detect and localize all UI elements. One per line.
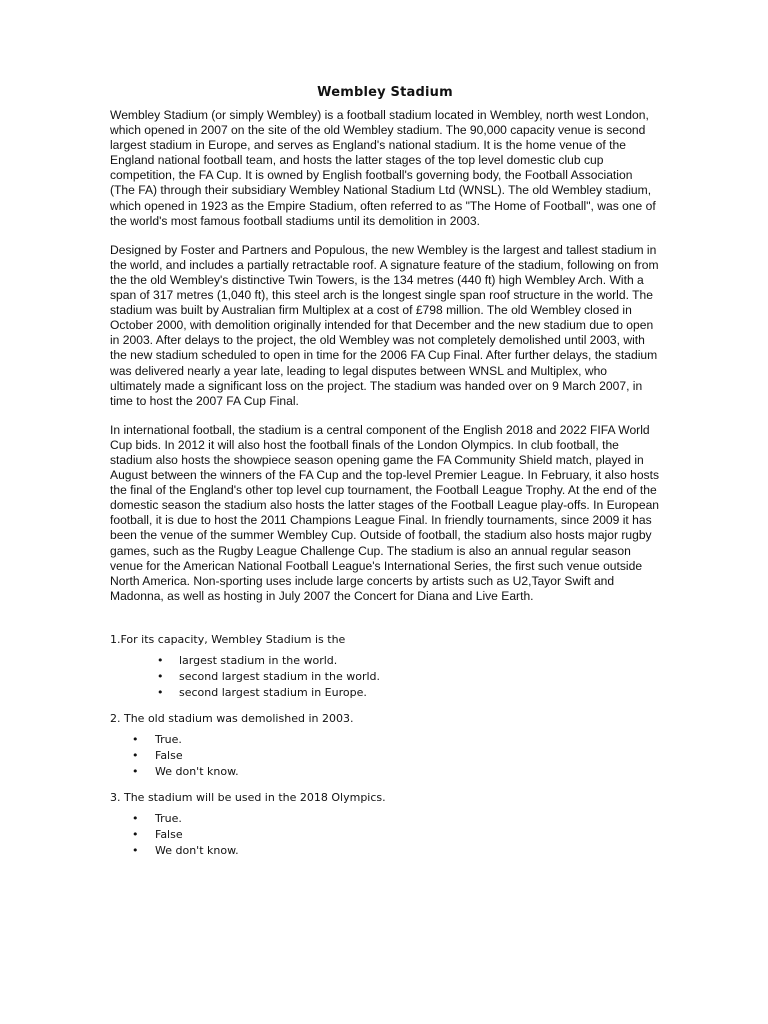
option-item [110,653,660,669]
bullet-icon: • [157,685,164,699]
option-item [110,764,660,780]
question-3: 3. The stadium will be used in the 2018 Olympics. [110,790,386,804]
option-text: False [155,748,183,762]
question-3-options [110,811,660,859]
question-1-options [110,653,660,701]
option-text: largest stadium in the world. [179,653,338,667]
option-item [110,843,660,859]
question-1: 1.For its capacity, Wembley Stadium is the [110,632,346,646]
bullet-icon: • [132,748,139,762]
bullet-icon: • [132,827,139,841]
bullet-icon: • [132,811,139,825]
option-text: True. [155,732,182,746]
option-item [110,748,660,764]
bullet-icon: • [157,653,164,667]
option-item [110,669,660,685]
option-text: We don't know. [155,843,239,857]
document-title: Wembley Stadium [317,85,453,100]
question-2: 2. The old stadium was demolished in 2003. [110,711,354,725]
option-text: True. [155,811,182,825]
option-text: We don't know. [155,764,239,778]
option-text: second largest stadium in Europe. [179,685,367,699]
paragraph-design: Designed by Foster and Partners and Populous, the new Wembley is the largest and tallest stadium in the world, and includes a partially retractable roof. A signature feature of the stadium, following on from the the old Wembley's distinctive Twin Towers, is the 134 metres (440 ft) high Wembley Arch. With a span of 317 metres (1,040 ft), this steel arch is the longest single span roof structure in the world. The stadium was built by Australian firm Multiplex at a cost of £798 million. The old Wembley closed in October 2000, with demolition originally intended for that December and the new stadium due to open in 2003. After delays to the project, the old Wembley was not completely demolished until 2003, with the new stadium scheduled to open in time for the 2006 FA Cup Final. After further delays, the stadium was delivered nearly a year late, leading to legal disputes between WNSL and Multiplex, who ultimately made a significant loss on the project. The stadium was handed over on 9 March 2007, in time to host the 2007 FA Cup Final. [110,242,659,408]
quiz-section [110,632,660,859]
bullet-icon: • [132,732,139,746]
option-item [110,685,660,701]
option-item [110,811,660,827]
paragraph-intro: Wembley Stadium (or simply Wembley) is a football stadium located in Wembley, north west London, which opened in 2007 on the site of the old Wembley stadium. The 90,000 capacity venue is second largest stadium in Europe, and serves as England's national stadium. It is the home venue of the England national football team, and hosts the latter stages of the top level domestic club cup competition, the FA Cup. It is owned by English football's governing body, the Football Association (The FA) through their subsidiary Wembley National Stadium Ltd (WNSL). The old Wembley stadium, which opened in 1923 as the Empire Stadium, often referred to as "The Home of Football", was one of the world's most famous football stadiums until its demolition in 2003. [110,108,656,228]
bullet-icon: • [132,764,139,778]
option-text: False [155,827,183,841]
document-page [110,85,660,869]
option-item [110,827,660,843]
bullet-icon: • [157,669,164,683]
option-text: second largest stadium in the world. [179,669,381,683]
bullet-icon: • [132,843,139,857]
paragraph-international: In international football, the stadium is a central component of the English 2018 and 2022 FIFA World Cup bids. In 2012 it will also host the football finals of the London Olympics. In club football, the stadium also hosts the showpiece season opening game the FA Community Shield match, played in August between the winners of the FA Cup and the top-level Premier League. In February, it also hosts the final of the England's other top level cup tournament, the Football League Trophy. At the end of the domestic season the stadium also hosts the latter stages of the Football League play-offs. In European football, it is due to host the 2011 Champions League Final. In friendly tournaments, since 2009 it has been the venue of the summer Wembley Cup. Outside of football, the stadium also hosts major rugby games, such as the Rugby League Challenge Cup. The stadium is also an annual regular season venue for the American National Football League's International Series, the first such venue outside North America. Non-sporting uses include large concerts by artists such as U2,Tayor Swift and Madonna, as well as hosting in July 2007 the Concert for Diana and Live Earth. [110,422,660,603]
option-item [110,732,660,748]
question-2-options [110,732,660,780]
